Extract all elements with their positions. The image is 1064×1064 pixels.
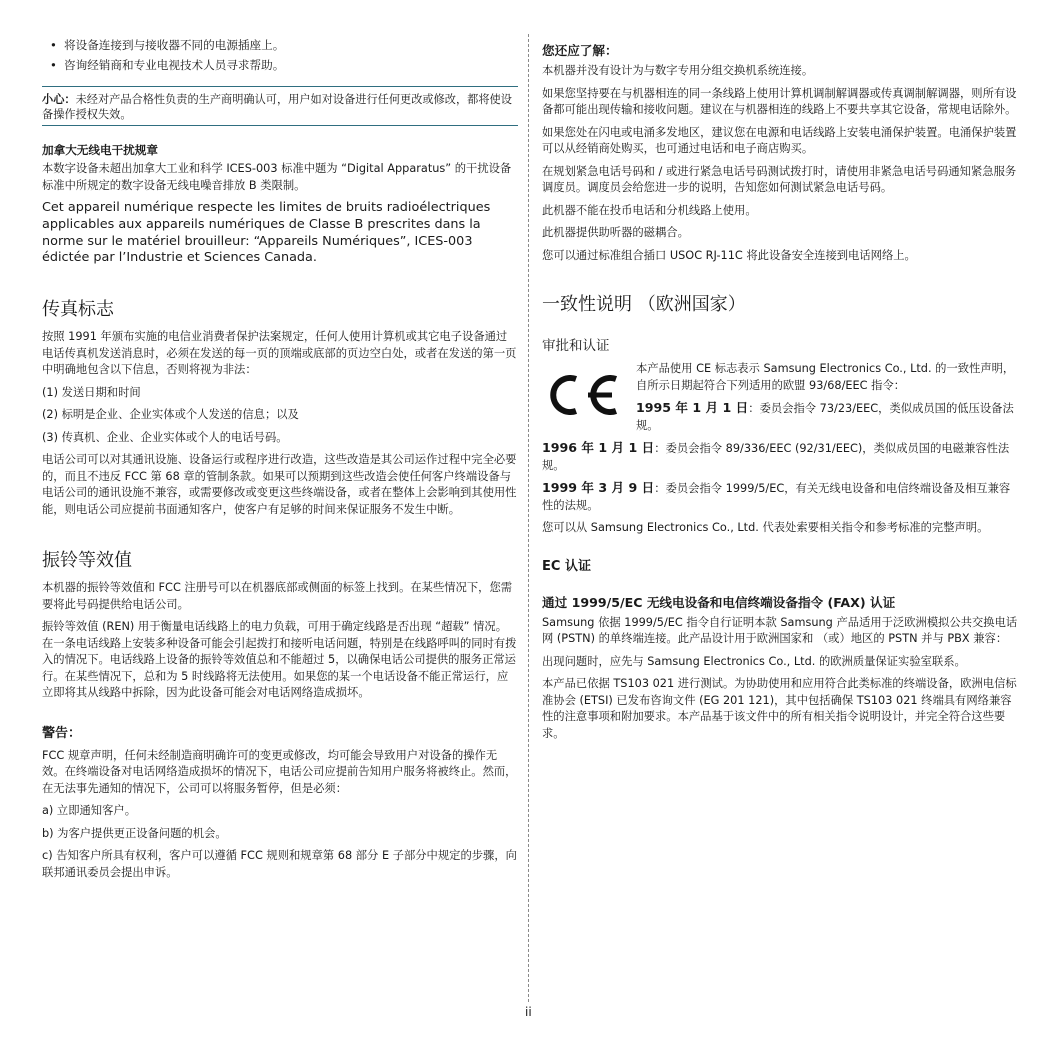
directive-1995 [636, 400, 1020, 434]
caution-text: 未经对产品合格性负责的生产商明确认可，用户如对设备进行任何更改或修改，都将使设备操作授权失效。 [42, 93, 512, 121]
directive-1999 [542, 480, 1020, 514]
warning-text: FCC 规章声明，任何未经制造商明确许可的变更或修改，均可能会导致用户对设备的操作无效。在终端设备对电话网络造成损坏的情况下，电话公司应提前告知用户服务将被终止。然而，在无法事先通知的情况下，公司可以将服务暂停，但是必须： [42, 748, 517, 795]
directive-1996 [542, 440, 1020, 474]
canada-heading: 加拿大无线电干扰规章 [42, 143, 158, 157]
ec-paragraph: 出现问题时，应先与 Samsung Electronics Co., Ltd. 的欧洲质量保证实验室联系。 [542, 654, 966, 668]
ec-paragraph: Samsung 依据 1999/5/EC 指令自行证明本款 Samsung 产品适用于泛欧洲模拟公共交换电话网 (PSTN) 的单终端连接。此产品设计用于欧洲国家和 （或）地区的 PSTN 并与 PBX 兼容： [542, 615, 1018, 645]
also-know-paragraph: 如果您处在闪电或电涌多发地区，建议您在电源和电话线路上安装电涌保护装置。电涌保护装置可以从经销商处购买，也可通过电话和电子商店购买。 [542, 125, 1017, 155]
also-know-paragraph: 此机器提供助听器的磁耦合。 [542, 226, 689, 239]
ce-block [542, 361, 1020, 434]
list-item: • 将设备连接到与接收器不同的电源插座上。 [64, 36, 518, 54]
fax-item: (1) 发送日期和时间 [42, 385, 141, 399]
also-know-paragraph: 您可以通过标准组合插口 USOC RJ-11C 将此设备安全连接到电话网络上。 [542, 248, 916, 262]
eu-section-title: 一致性说明 （欧洲国家） [542, 294, 746, 315]
warning-title: 警告： [42, 725, 82, 741]
right-column [542, 34, 1020, 748]
warning-item: c) 告知客户所具有权利，客户可以遵循 FCC 规则和规章第 68 部分 E 子部分中规定的步骤，向联邦通讯委员会提出申诉。 [42, 849, 517, 879]
ce-description: 本产品使用 CE 标志表示 Samsung Electronics Co., Ltd. 的一致性声明，自所示日期起符合下列适用的欧盟 93/68/EEC 指令： [636, 362, 1015, 392]
directive-date: 1999 年 3 月 9 日 [542, 480, 655, 495]
directive-date: 1995 年 1 月 1 日 [636, 400, 749, 415]
ec-section-title: EC 认证 [542, 558, 591, 574]
ce-mark-icon [542, 375, 622, 415]
warning-item: b) 为客户提供更正设备问题的机会。 [42, 826, 227, 840]
also-know-paragraph: 此机器不能在投币电话和分机线路上使用。 [542, 203, 757, 217]
ren-paragraph: 本机器的振铃等效值和 FCC 注册号可以在机器底部或侧面的标签上找到。在某些情况下，您需要将此号码提供给电话公司。 [42, 581, 513, 611]
fax-item: (2) 标明是企业、企业实体或个人发送的信息；以及 [42, 408, 299, 422]
directive-text: ：委员会指令 1999/5/EC，有关无线电设备和电信终端设备及相互兼容性的法规。 [542, 482, 1011, 512]
ren-paragraph: 振铃等效值 (REN) 用于衡量电话线路上的电力负载，可用于确定线路是否出现 “超载” 情况。在一条电话线路上安装多种设备可能会引起拨打和接听电话问题，特别是在线路呼叫的同时有拨入的情况下。电话线路上设备的振铃等效值总和不能超过 5，以确保电话公司提供的服务正常运行。在某些情况下，总和为 5 时线路将无法使用。如果您的某一个电话设备不能正常运行，应立即将其从线路中拆除，因为此设备可能会对电话网络造成损坏。 [42, 620, 517, 700]
approval-title: 审批和认证 [542, 338, 610, 354]
advice-list [42, 36, 518, 74]
warning-item: a) 立即通知客户。 [42, 804, 136, 818]
directive-text: ：委员会指令 73/23/EEC，类似成员国的低压设备法规。 [636, 402, 1014, 432]
directive-text: ：委员会指令 89/336/EEC (92/31/EEC)，类似成员国的电磁兼容性法规。 [542, 442, 1010, 472]
canada-french-text: Cet appareil numérique respecte les limites de bruits radioélectriques applicables aux appareils numériques de Classe B prescrites dans la norme sur le matériel brouilleur: “Appareils Numériques”, ICES-003 édictée par l’Industrie et Sciences Canada. [42, 200, 491, 266]
list-item: • 咨询经销商和专业电视技术人员寻求帮助。 [64, 56, 518, 74]
also-know-paragraph: 在规划紧急电话号码和 / 或进行紧急电话号码测试拨打时，请使用非紧急电话号码通知紧急服务调度员。调度员会给您进一步的说明，告知您如何测试紧急电话号码。 [542, 164, 1017, 194]
fax-item: (3) 传真机、企业、企业实体或个人的电话号码。 [42, 430, 288, 444]
caution-notice [42, 86, 518, 126]
ec-sub-title: 通过 1999/5/EC 无线电设备和电信终端设备指令 (FAX) 认证 [542, 594, 896, 610]
fax-body: 电话公司可以对其通讯设施、设备运行或程序进行改造，这些改造是其公司运作过程中完全必要的，而且不违反 FCC 第 68 章的管制条款。如果可以预期到这些改造会使任何客户终端设备与电话公司的通讯设施不兼容，或需要修改或变更这些终端设备，或者在整体上会影响到其使用性能，则电话公司应提前书面通知客户，使客户有足够的时间来保证服务不发生中断。 [42, 453, 517, 516]
ce-text-block [636, 361, 1020, 434]
also-know-paragraph: 如果您坚持要在与机器相连的同一条线路上使用计算机调制解调器或传真调制解调器，则所有设备都可能出现传输和接收问题。建议在与机器相连的线路上不要共享其它设备，常规电话除外。 [542, 86, 1017, 116]
also-know-title: 您还应了解： [542, 43, 618, 58]
ec-paragraph: 本产品已依据 TS103 021 进行测试。为协助使用和应用符合此类标准的终端设备，欧洲电信标准协会 (ETSI) 已发布咨询文件 (EG 201 121)，其中包括确保 TS103 021 终端具有网络兼容性的注意事项和附加要求。本产品基于该文件中的所有相关指令说明设计，并完全符合这些要求。 [542, 677, 1017, 740]
fax-section-title: 传真标志 [42, 299, 114, 321]
directive-date: 1996 年 1 月 1 日 [542, 440, 655, 455]
also-know-paragraph: 本机器并没有设计为与数字专用分组交换机系统连接。 [542, 64, 814, 77]
declaration-text: 您可以从 Samsung Electronics Co., Ltd. 代表处索要相关指令和参考标准的完整声明。 [542, 521, 989, 534]
canada-text: 本数字设备未超出加拿大工业和科学 ICES-003 标准中题为 “Digital Apparatus” 的干扰设备标准中所规定的数字设备无线电噪音排放 B 类限制。 [42, 162, 512, 192]
caution-label: 小心： [42, 93, 76, 106]
left-column [42, 34, 518, 887]
ren-section-title: 振铃等效值 [42, 550, 132, 572]
page-number: ii [525, 1005, 532, 1019]
fax-intro: 按照 1991 年颁布实施的电信业消费者保护法案规定，任何人使用计算机或其它电子设备通过电话传真机发送消息时，必须在发送的每一页的顶端或底部的页边空白处，或者在发送的第一页中明确地包含以下信息，否则将视为非法： [42, 330, 517, 377]
column-divider [528, 34, 529, 1002]
